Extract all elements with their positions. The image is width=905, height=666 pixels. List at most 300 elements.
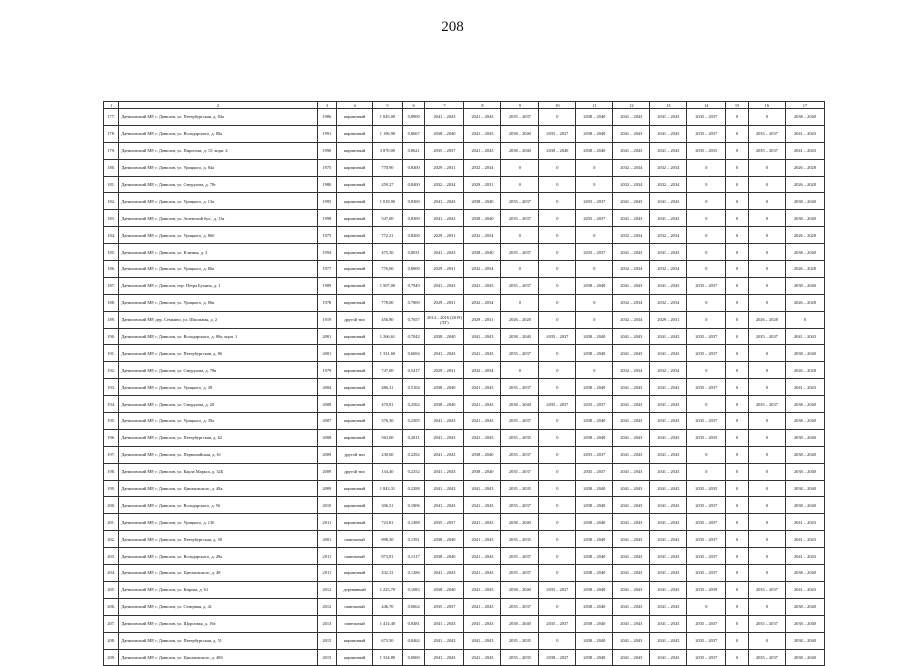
table-cell: 2041 – 2043 <box>464 345 501 362</box>
table-cell: 2026 – 2028 <box>501 311 539 328</box>
table-cell: 0,5104 <box>402 379 425 396</box>
table-cell: 2041 – 2043 <box>464 277 501 294</box>
table-cell: 0 <box>576 227 613 244</box>
table-cell: 2041 – 2043 <box>425 446 464 463</box>
table-cell: панельный <box>337 615 373 632</box>
table-cell: другой тип <box>337 463 373 480</box>
table-cell: 2038 – 2037 <box>539 649 576 666</box>
table-cell: 0 <box>687 598 726 615</box>
table-cell: 181. <box>104 176 119 193</box>
table-cell: 1919 <box>317 311 337 328</box>
table-cell: 0,7949 <box>402 277 425 294</box>
table-row <box>104 345 825 362</box>
table-cell: 432,31 <box>373 565 403 582</box>
table-row <box>104 565 825 582</box>
table-cell: 0 <box>539 227 576 244</box>
table-row <box>104 463 825 480</box>
table-cell: 0,8900 <box>402 109 425 126</box>
column-header: 7 <box>425 102 464 109</box>
table-cell: 0 <box>726 598 749 615</box>
table-cell: 2041 – 2043 <box>650 429 687 446</box>
table-cell: кирпичный <box>337 244 373 261</box>
table-cell: 0 <box>539 463 576 480</box>
table-cell: Даниловский МР, г. Данилов, ул. Петербургская, д. 58 <box>119 531 317 548</box>
table-cell: 2011 <box>317 565 337 582</box>
housing-table <box>103 101 825 666</box>
table-cell: 1975 <box>317 159 337 176</box>
table-row <box>104 581 825 598</box>
table-cell: 2032 – 2034 <box>613 294 650 311</box>
table-cell: 2011 <box>317 548 337 565</box>
table-cell: 0 <box>748 497 785 514</box>
table-cell: 0 <box>501 176 539 193</box>
table-cell: 0 <box>748 598 785 615</box>
table-cell: 2041 – 2043 <box>425 649 464 666</box>
table-cell: 0 <box>539 446 576 463</box>
table-cell: 2041 – 2043 <box>613 142 650 159</box>
table-cell: 1 196,90 <box>373 125 403 142</box>
table-cell: 2038 – 2040 <box>576 413 613 430</box>
table-cell: 2032 – 2034 <box>464 261 501 278</box>
column-header: 6 <box>402 102 425 109</box>
table-cell: 1 334,80 <box>373 649 403 666</box>
table-cell: 2041 – 2043 <box>425 463 464 480</box>
table-cell: 2041 – 2043 <box>464 565 501 582</box>
table-row <box>104 548 825 565</box>
table-row <box>104 379 825 396</box>
table-cell: 0 <box>687 446 726 463</box>
table-cell: 2038 – 2040 <box>785 345 824 362</box>
column-header: 5 <box>373 102 403 109</box>
table-cell: 2038 – 2040 <box>576 345 613 362</box>
column-header: 10 <box>539 102 576 109</box>
table-row <box>104 210 825 227</box>
table-row <box>104 531 825 548</box>
table-cell: 2041 – 2043 <box>613 632 650 649</box>
table-cell: 2035 – 2037 <box>501 277 539 294</box>
table-cell: кирпичный <box>337 328 373 345</box>
column-header: 8 <box>464 102 501 109</box>
table-cell: Даниловский МР, г. Данилов, ул. Циолковского, д. 48а <box>119 480 317 497</box>
table-cell: 2032 – 2034 <box>613 362 650 379</box>
table-cell: Даниловский МР, г. Данилов, ул. Урицкого, д. 39а <box>119 413 317 430</box>
table-cell: 3 870,00 <box>373 142 403 159</box>
table-cell: 2041 – 2043 <box>613 598 650 615</box>
table-body <box>104 109 825 666</box>
table-cell: 0 <box>726 362 749 379</box>
table-cell: 201. <box>104 514 119 531</box>
table-cell: 191. <box>104 345 119 362</box>
table-cell: кирпичный <box>337 210 373 227</box>
table-cell: 0 <box>726 429 749 446</box>
table-cell: 2011 <box>317 514 337 531</box>
table-cell: 2038 – 2040 <box>785 632 824 649</box>
table-cell: 2041 – 2043 <box>613 480 650 497</box>
table-cell: 2035 – 2037 <box>687 548 726 565</box>
table-cell: 2041 – 2043 <box>650 514 687 531</box>
table-cell: 2041 – 2043 <box>613 446 650 463</box>
column-header: 3 <box>317 102 337 109</box>
table-cell: 2038 – 2040 <box>785 244 824 261</box>
table-cell: 0,0000 <box>402 649 425 666</box>
table-cell: 306,51 <box>373 497 403 514</box>
table-cell: 0 <box>539 379 576 396</box>
table-cell: 0 <box>748 159 785 176</box>
table-cell: 0,2305 <box>402 413 425 430</box>
table-row <box>104 429 825 446</box>
table-cell: 209. <box>104 649 119 666</box>
table-cell: 177. <box>104 109 119 126</box>
table-cell: кирпичный <box>337 125 373 142</box>
table-cell: Даниловский МР, г. Данилов, ул. Петербургская, д. 84а <box>119 109 317 126</box>
table-cell: 2038 – 2040 <box>425 396 464 413</box>
table-cell: Даниловский МР, г. Данилов, ул. Свердлова, д. 78г <box>119 176 317 193</box>
table-cell: Даниловский МР, г. Данилов, ул. Володарского, д. 49а <box>119 548 317 565</box>
table-cell: 2038 – 2040 <box>785 193 824 210</box>
table-cell: 0 <box>501 362 539 379</box>
table-cell: 2035 – 2037 <box>687 632 726 649</box>
table-cell: 0 <box>539 244 576 261</box>
table-cell: 0 <box>726 413 749 430</box>
table-cell: 2041 – 2043 <box>613 497 650 514</box>
table-cell: 2041 – 2043 <box>650 277 687 294</box>
table-cell: 2038 – 2040 <box>425 125 464 142</box>
table-row <box>104 311 825 328</box>
table-cell: 2038 – 2040 <box>425 328 464 345</box>
table-cell: 747,00 <box>373 362 403 379</box>
table-cell: 206. <box>104 598 119 615</box>
table-cell: 0 <box>539 598 576 615</box>
column-header: 4 <box>337 102 373 109</box>
table-cell: 0 <box>539 531 576 548</box>
table-cell: 0,6694 <box>402 345 425 362</box>
table-cell: 2035 – 2037 <box>687 497 726 514</box>
table-cell: 2035 – 2035 <box>501 429 539 446</box>
table-cell: 0 <box>726 480 749 497</box>
table-cell: 2041 – 2043 <box>464 531 501 548</box>
table-cell: Даниловский МР, г. Данилов, ул. Циолковского, д. 48 <box>119 565 317 582</box>
table-cell: 0 <box>687 396 726 413</box>
table-cell: 0,8000 <box>402 261 425 278</box>
table-row <box>104 413 825 430</box>
column-header: 12 <box>613 102 650 109</box>
table-cell: 2041 – 2043 <box>650 379 687 396</box>
table-cell: 2035 – 2037 <box>501 413 539 430</box>
table-cell: 2038 – 2040 <box>576 277 613 294</box>
table-cell: 2035 – 2037 <box>501 598 539 615</box>
table-cell: 2041 – 2043 <box>613 328 650 345</box>
table-cell: 2035 – 2037 <box>539 328 576 345</box>
table-cell: 0 <box>726 109 749 126</box>
table-cell: 0 <box>748 446 785 463</box>
table-cell: 0 <box>726 396 749 413</box>
table-cell: 2038 – 2040 <box>501 125 539 142</box>
table-cell: 204. <box>104 565 119 582</box>
table-cell: 0,2562 <box>402 396 425 413</box>
table-cell: 0 <box>687 210 726 227</box>
table-cell: 190. <box>104 328 119 345</box>
table-cell: Даниловский МР, г. Данилов, ул. Первомайская, д. 61 <box>119 446 317 463</box>
table-cell: 2038 – 2040 <box>501 142 539 159</box>
table-cell: кирпичный <box>337 277 373 294</box>
table-cell: 0 <box>726 379 749 396</box>
table-cell: кирпичный <box>337 413 373 430</box>
table-cell: 0 <box>501 261 539 278</box>
table-cell: 2041 – 2043 <box>650 244 687 261</box>
table-cell: Даниловский МР, дер. Семкино, ул. Школьная, д. 2 <box>119 311 317 328</box>
column-header: 16 <box>748 102 785 109</box>
table-cell: 2032 – 2034 <box>613 311 650 328</box>
table-cell: 2032 – 2034 <box>613 261 650 278</box>
table-cell: 0 <box>726 328 749 345</box>
table-cell: 1 331,60 <box>373 345 403 362</box>
table-cell: 205. <box>104 581 119 598</box>
table-cell: 0 <box>687 294 726 311</box>
table-row <box>104 294 825 311</box>
table-cell: 0,5417 <box>402 362 425 379</box>
table-cell: 2035 – 2037 <box>687 345 726 362</box>
table-cell: 2032 – 2034 <box>650 362 687 379</box>
table-cell: 2038 – 2040 <box>576 497 613 514</box>
table-cell: 2041 – 2043 <box>464 598 501 615</box>
table-cell: 2035 – 2037 <box>687 379 726 396</box>
table-cell: 2041 – 2043 <box>464 649 501 666</box>
table-cell: 0 <box>726 294 749 311</box>
table-cell: 2041 – 2043 <box>650 548 687 565</box>
table-cell: 0,2292 <box>402 446 425 463</box>
table-cell: 2041 – 2043 <box>425 615 464 632</box>
table-cell: 2041 – 2043 <box>613 581 650 598</box>
table-cell: 2038 – 2040 <box>785 429 824 446</box>
table-cell: 2038 – 2040 <box>539 142 576 159</box>
table-cell: 2041 – 2043 <box>464 142 501 159</box>
table-cell: 898,30 <box>373 531 403 548</box>
table-row <box>104 497 825 514</box>
table-cell: 2041 – 2043 <box>613 193 650 210</box>
table-cell: 2041 – 2043 <box>650 142 687 159</box>
table-cell: Даниловский МР, г. Данилов, ул. Петербургская, д. 51 <box>119 632 317 649</box>
table-cell: 2041 – 2043 <box>785 328 824 345</box>
table-cell: 470,81 <box>373 396 403 413</box>
table-cell: 2041 – 2043 <box>613 514 650 531</box>
table-cell: 0 <box>748 294 785 311</box>
table-row <box>104 446 825 463</box>
table-cell: 2035 – 2039 <box>687 581 726 598</box>
table-cell: 0 <box>539 362 576 379</box>
table-cell: 2041 – 2043 <box>425 193 464 210</box>
table-cell: 2035 – 2037 <box>501 548 539 565</box>
table-cell: 2035 – 2037 <box>687 615 726 632</box>
table-cell: Даниловский МР, г. Данилов, ул. Урицкого, д. 86в <box>119 294 317 311</box>
table-cell: 179. <box>104 142 119 159</box>
table-cell: кирпичный <box>337 176 373 193</box>
table-row <box>104 227 825 244</box>
table-cell: 2035 – 2037 <box>501 446 539 463</box>
table-cell: 2035 – 2037 <box>501 345 539 362</box>
table-cell: 192. <box>104 362 119 379</box>
table-cell: 0 <box>785 311 824 328</box>
table-cell: 0,1806 <box>402 497 425 514</box>
table-cell: 0 <box>539 413 576 430</box>
table-cell: 194. <box>104 396 119 413</box>
table-cell: 2041 – 2043 <box>650 413 687 430</box>
table-row <box>104 125 825 142</box>
table-cell: 2007 <box>317 413 337 430</box>
table-cell: 2035 – 2037 <box>576 244 613 261</box>
table-cell: 1994 <box>317 244 337 261</box>
table-cell: 0 <box>539 294 576 311</box>
table-cell: 2038 – 2040 <box>576 581 613 598</box>
table-cell: 2038 – 2040 <box>576 632 613 649</box>
table-cell: 0 <box>501 159 539 176</box>
table-cell: 2035 – 2037 <box>539 396 576 413</box>
table-cell: 2035 – 2037 <box>501 379 539 396</box>
column-header: 9 <box>501 102 539 109</box>
table-cell: 2038 – 2040 <box>785 413 824 430</box>
table-cell: 186. <box>104 261 119 278</box>
table-cell: 0,0662 <box>402 598 425 615</box>
table-cell: 2041 – 2043 <box>464 328 501 345</box>
table-cell: кирпичный <box>337 159 373 176</box>
table-cell: 2035 – 2037 <box>425 598 464 615</box>
table-cell: 193. <box>104 379 119 396</box>
table-cell: 1 018,90 <box>373 193 403 210</box>
table-cell: 2041 – 2043 <box>613 379 650 396</box>
table-cell: 2038 – 2040 <box>785 649 824 666</box>
table-cell: 0 <box>539 497 576 514</box>
table-cell: 2008 <box>317 429 337 446</box>
table-cell: кирпичный <box>337 294 373 311</box>
table-cell: 0 <box>726 176 749 193</box>
table-cell: кирпичный <box>337 649 373 666</box>
table-cell: 1977 <box>317 261 337 278</box>
table-cell: 2026 – 2028 <box>785 227 824 244</box>
table-cell: 2041 – 2043 <box>650 446 687 463</box>
table-cell: 1979 <box>317 362 337 379</box>
table-cell: 0,2811 <box>402 429 425 446</box>
table-cell: 0,8400 <box>402 176 425 193</box>
table-cell: 2035 – 2037 <box>501 497 539 514</box>
table-cell: 2029 – 2031 <box>464 311 501 328</box>
table-cell: 2041 – 2043 <box>613 429 650 446</box>
table-cell: 1998 <box>317 210 337 227</box>
table-cell: 2038 – 2040 <box>576 548 613 565</box>
table-cell: 2012 <box>317 581 337 598</box>
table-cell: 0 <box>726 210 749 227</box>
table-row <box>104 396 825 413</box>
table-cell: 2041 – 2043 <box>650 598 687 615</box>
table-cell: 2041 – 2043 <box>650 615 687 632</box>
table-cell: 2038 – 2040 <box>501 396 539 413</box>
table-cell: 2032 – 2034 <box>650 227 687 244</box>
table-row <box>104 261 825 278</box>
table-cell: 2041 – 2043 <box>613 649 650 666</box>
table-row <box>104 159 825 176</box>
table-cell: 2009 <box>317 446 337 463</box>
table-cell: 1990 <box>317 142 337 159</box>
table-cell: 446,70 <box>373 598 403 615</box>
table-cell: 1975 <box>317 227 337 244</box>
table-cell: 0 <box>539 193 576 210</box>
table-cell: 0 <box>748 109 785 126</box>
table-cell: 0 <box>539 277 576 294</box>
table-cell: 2026 – 2028 <box>785 261 824 278</box>
table-cell: 0 <box>748 463 785 480</box>
table-cell: 2038 – 2040 <box>785 109 824 126</box>
table-cell: Даниловский МР, г. Данилов, ул. Циолковского, д. 48б <box>119 649 317 666</box>
table-cell: 2009 <box>317 480 337 497</box>
table-cell: 2026 – 2028 <box>785 362 824 379</box>
table-cell: 2041 – 2043 <box>425 413 464 430</box>
table-cell: 2038 – 2040 <box>576 429 613 446</box>
table-cell: 486,31 <box>373 379 403 396</box>
table-row <box>104 193 825 210</box>
table-cell: 2035 – 2037 <box>687 649 726 666</box>
table-cell: 2032 – 2034 <box>464 227 501 244</box>
table-cell: 0 <box>748 362 785 379</box>
table-cell: 0,8300 <box>402 193 425 210</box>
table-cell: 183. <box>104 210 119 227</box>
table-cell: 2032 – 2034 <box>464 362 501 379</box>
table-cell: 1986 <box>317 109 337 126</box>
table-cell: 2035 – 2037 <box>687 109 726 126</box>
table-cell: 2029 – 2031 <box>425 159 464 176</box>
table-cell: 2015 <box>317 649 337 666</box>
table-cell: 2038 – 2040 <box>576 328 613 345</box>
table-cell: 0 <box>748 480 785 497</box>
table-cell: 0 <box>539 159 576 176</box>
table-cell: 2009 <box>317 463 337 480</box>
table-cell: Даниловский МР, г. Данилов, ул. Урицкого, д. 13а <box>119 193 317 210</box>
table-cell: кирпичный <box>337 109 373 126</box>
table-cell: Даниловский МР, г. Данилов, ул. Свердлова, д. 78в <box>119 362 317 379</box>
table-cell: 1 507,00 <box>373 277 403 294</box>
table-cell: 2038 – 2040 <box>464 244 501 261</box>
table-cell: 2010 <box>317 497 337 514</box>
table-cell: 0,1083 <box>402 581 425 598</box>
table-cell: 475,30 <box>373 244 403 261</box>
table-cell: 2041 – 2043 <box>613 109 650 126</box>
table-cell: 2041 – 2043 <box>464 548 501 565</box>
table-cell: 2029 – 2031 <box>464 176 501 193</box>
table-cell: 0 <box>726 548 749 565</box>
table-cell: 2038 – 2040 <box>576 109 613 126</box>
table-cell: 2041 – 2043 <box>464 581 501 598</box>
table-cell: 0 <box>726 463 749 480</box>
column-header: 13 <box>650 102 687 109</box>
table-cell: 230,60 <box>373 446 403 463</box>
table-cell: 873,81 <box>373 548 403 565</box>
table-cell: кирпичный <box>337 345 373 362</box>
table-cell: 2041 – 2043 <box>785 514 824 531</box>
table-cell: 196. <box>104 429 119 446</box>
table-cell: кирпичный <box>337 193 373 210</box>
table-cell: 2035 – 2037 <box>748 649 785 666</box>
table-cell: 0 <box>726 311 749 328</box>
table-cell: 2041 – 2043 <box>613 125 650 142</box>
table-cell: 2035 – 2035 <box>501 649 539 666</box>
table-cell: 2038 – 2040 <box>785 446 824 463</box>
table-cell: кирпичный <box>337 480 373 497</box>
table-cell: Даниловский МР, г. Данилов, ул. Северная, д. 41 <box>119 598 317 615</box>
table-cell: 2035 – 2037 <box>501 210 539 227</box>
table-cell: 0,2252 <box>402 463 425 480</box>
table-cell: кирпичный <box>337 497 373 514</box>
table-cell: 0 <box>748 193 785 210</box>
table-cell: 2035 – 2037 <box>501 244 539 261</box>
table-cell: 2041 – 2043 <box>785 581 824 598</box>
table-cell: 459,27 <box>373 176 403 193</box>
